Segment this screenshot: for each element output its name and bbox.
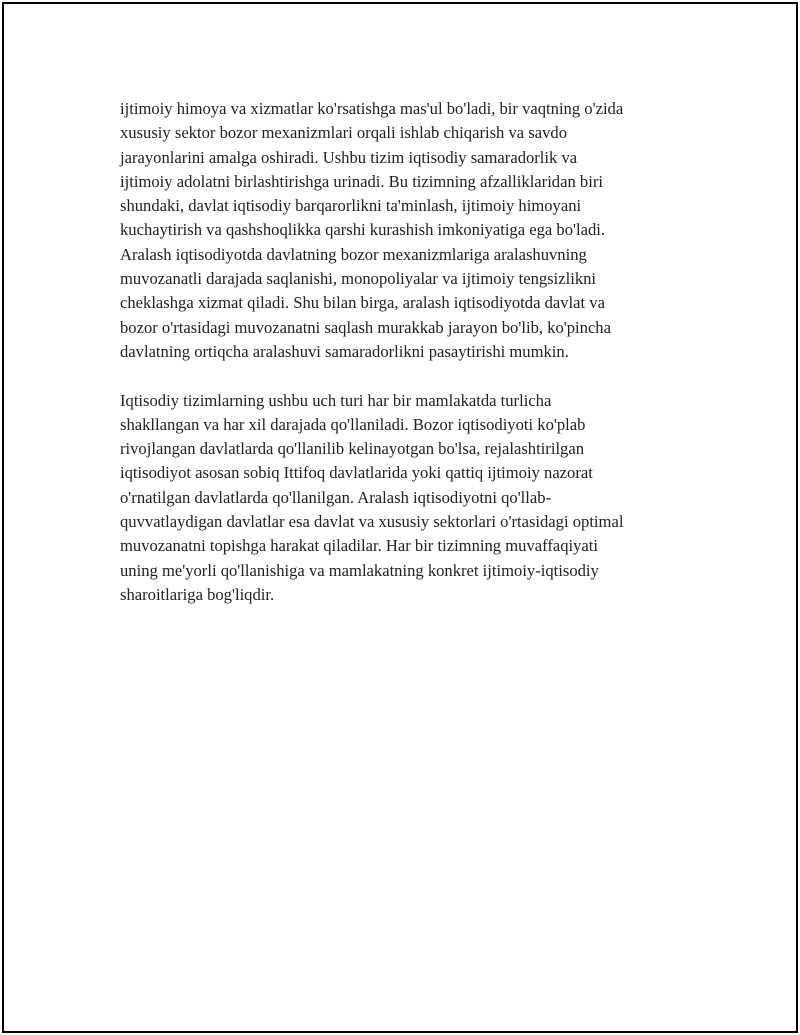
page-frame xyxy=(2,2,798,1033)
document-body xyxy=(120,97,690,607)
paragraph-1: ijtimoiy himoya va xizmatlar ko'rsatishga mas'ul bo'ladi, bir vaqtning o'zida xususiy sektor bozor mexanizmlari orqali ishlab chiqarish va savdo jarayonlarini amalga oshiradi. Ushbu tizim iqtisodiy samaradorlik va ijtimoiy adolatni birlashtirishga urinadi. Bu tizimning afzalliklaridan biri shundaki, davlat iqtisodiy barqarorlikni ta'minlash, ijtimoiy himoyani kuchaytirish va qashshoqlikka qarshi kurashish imkoniyatiga ega bo'ladi. Aralash iqtisodiyotda davlatning bozor mexanizmlariga aralashuvning muvozanatli darajada saqlanishi, monopoliyalar va ijtimoiy tengsizlikni cheklashga xizmat qiladi. Shu bilan birga, aralash iqtisodiyotda davlat va bozor o'rtasidagi muvozanatni saqlash murakkab jarayon bo'lib, ko'pincha davlatning ortiqcha aralashuvi samaradorlikni pasaytirishi mumkin. xyxy=(120,99,624,361)
paragraph-2: Iqtisodiy tizimlarning ushbu uch turi har bir mamlakatda turlicha shakllangan va har xil darajada qo'llaniladi. Bozor iqtisodiyoti ko'plab rivojlangan davlatlarda qo'llanilib kelinayotgan bo'lsa, rejalashtirilgan iqtisodiyot asosan sobiq Ittifoq davlatlarida yoki qattiq ijtimoiy nazorat o'rnatilgan davlatlarda qo'llanilgan. Aralash iqtisodiyotni qo'llab- quvvatlaydigan davlatlar esa davlat va xususiy sektorlari o'rtasidagi optimal muvozanatni topishga harakat qiladilar. Har bir tizimning muvaffaqiyati uning me'yorli qo'llanishiga va mamlakatning konkret ijtimoiy-iqtisodiy sharoitlariga bog'liqdir. xyxy=(120,390,624,604)
